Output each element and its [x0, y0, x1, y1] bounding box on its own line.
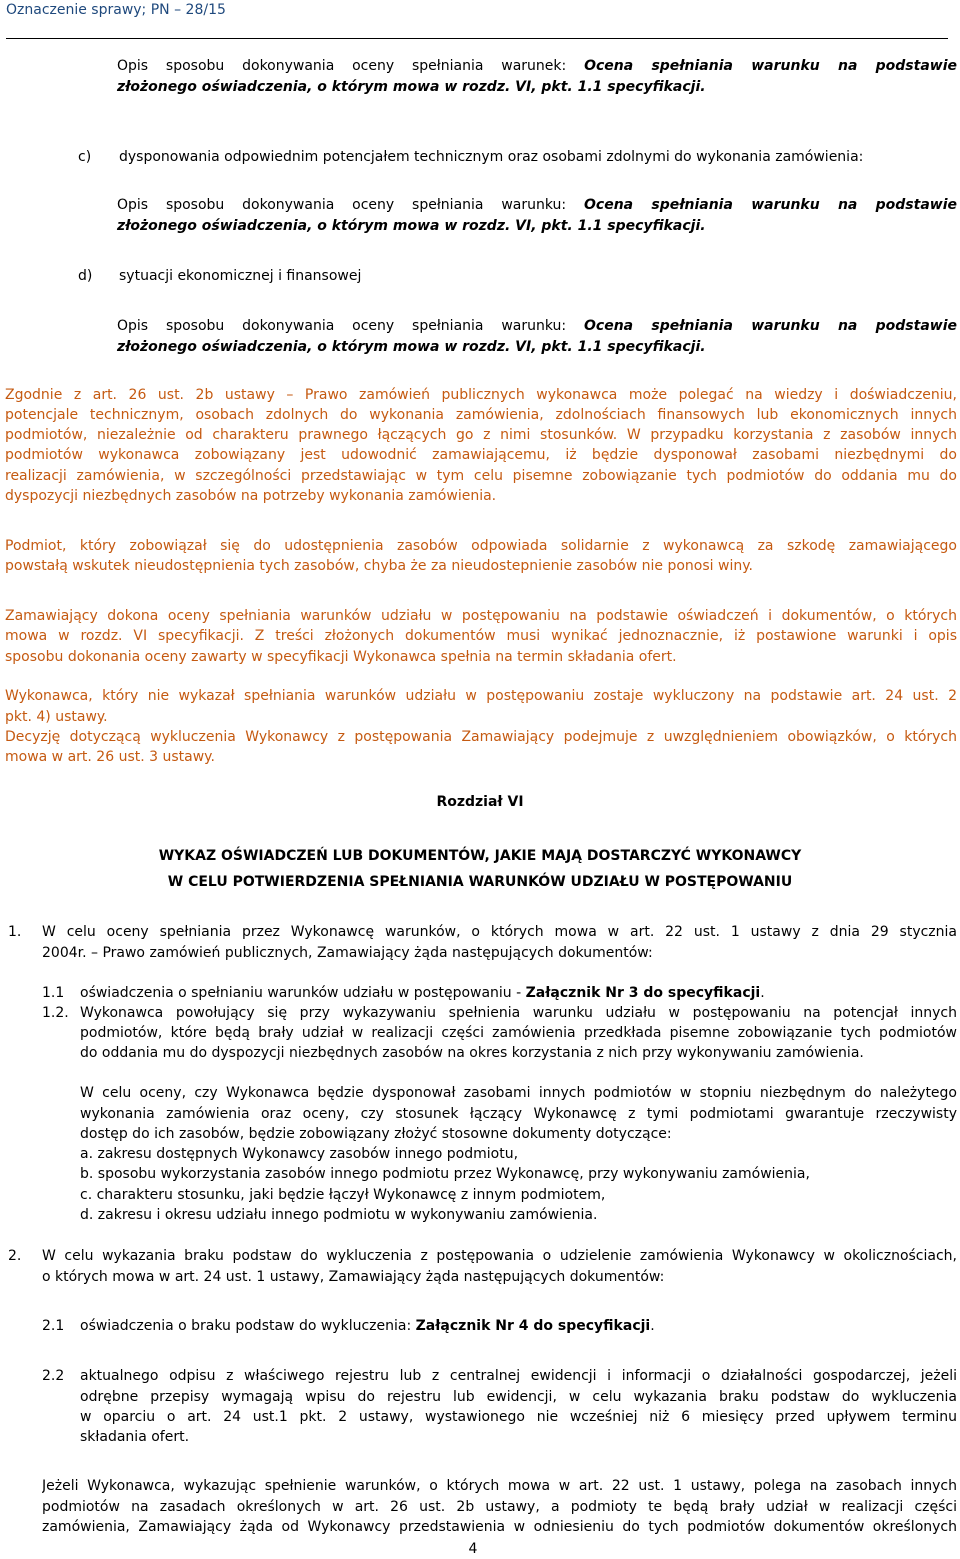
para-jezeli-line-2: podmiotów na zasadach określonych w art. 26 ust. 2b ustawy, a podmioty te będą brały udział w realizacji części — [42, 1499, 957, 1515]
item-2-2-line-2: odrębne przepisy wymagają wpisu do rejestru lub ewidencji, w celu wykazania braku podstaw do wykluczenia — [80, 1389, 957, 1405]
item-2-line-2: o których mowa w art. 24 ust. 1 ustawy, Zamawiający żąda następujących dokumentów: — [42, 1269, 665, 1285]
para-celu-line-2: wykonania zamówienia oraz oceny, czy stosunek łączący Wykonawcę z tymi podmiotami gwarantuje rzeczywisty — [80, 1106, 957, 1122]
list-marker-d: d) — [78, 268, 93, 284]
page-header-title: Oznaczenie sprawy; PN – 28/15 — [6, 2, 226, 18]
item-1-2-line-3: do oddania mu do dyspozycji niezbędnych zasobów na okres korzystania z nich przy wykonywaniu zamówienia. — [80, 1045, 864, 1061]
chapter-heading-line-1: WYKAZ OŚWIADCZEŃ LUB DOKUMENTÓW, JAKIE MAJĄ DOSTARCZYĆ WYKONAWCY — [158, 848, 802, 864]
para-zgodnie-line-6: dyspozycji niezbędnych zasobów na potrzeby wykonania zamówienia. — [5, 488, 497, 504]
para-celu-line-1: W celu oceny, czy Wykonawca będzie dysponował zasobami innych podmiotów w stopniu niezbędnym do należytego — [80, 1085, 957, 1101]
para-zamawiajacy-line-2: mowa w rozdz. VI specyfikacji. Z treści złożonych dokumentów musi wynikać jednoznacznie, iż postawione warunki i opis — [5, 628, 957, 644]
para-podmiot-line-1: Podmiot, który zobowiązał się do udostępnienia zasobów odpowiada solidarnie z wykonawcą za szkodę zamawiającego — [5, 538, 957, 554]
para-zgodnie-line-3: podmiotów, niezależnie od charakteru prawnego łączących go z nimi stosunków. W przypadku korzystania z zasobów innych — [5, 427, 957, 443]
para-jezeli-line-1: Jeżeli Wykonawca, wykazując spełnienie warunków, o których mowa w art. 22 ust. 1 ustawy, polega na zasobach innych — [42, 1478, 957, 1494]
para-zamawiajacy-line-1: Zamawiający dokona oceny spełniania warunków udziału w postępowaniu na podstawie oświadczeń i dokumentów, o których — [5, 608, 957, 624]
item-1-line-2: 2004r. – Prawo zamówień publicznych, Zamawiający żąda następujących dokumentów: — [42, 945, 653, 961]
item-1-line-1: W celu oceny spełniania przez Wykonawcę warunków, o których mowa w art. 22 ust. 1 ustawy z dnia 29 stycznia — [42, 924, 957, 940]
sublist-item-a: a. zakresu dostępnych Wykonawcy zasobów innego podmiotu, — [80, 1146, 519, 1162]
item-1-1-number: 1.1 — [42, 985, 65, 1001]
list-item-c-text: dysponowania odpowiednim potencjałem technicznym oraz osobami zdolnymi do wykonania zamówienia: — [119, 149, 864, 165]
list-marker-c: c) — [78, 149, 92, 165]
para-wykonawca-line-4: mowa w art. 26 ust. 3 ustawy. — [5, 749, 215, 765]
item-2-2-number: 2.2 — [42, 1368, 65, 1384]
sublist-item-b: b. sposobu wykorzystania zasobów innego podmiotu przez Wykonawcę, przy wykonywaniu zamówienia, — [80, 1166, 810, 1182]
header-rule — [6, 38, 948, 39]
para-wykonawca-line-3: Decyzję dotyczącą wykluczenia Wykonawcy z postępowania Zamawiający podejmuje z uwzględnieniem obowiązków, o których — [5, 729, 957, 745]
para-zamawiajacy-line-3: sposobu dokonania oceny zawarty w specyfikacji Wykonawca spełnia na termin składania ofert. — [5, 649, 677, 665]
opis-line-2: złożonego oświadczenia, o którym mowa w rozdz. VI, pkt. 1.1 specyfikacji. — [117, 79, 706, 95]
item-2-2-line-1: aktualnego odpisu z właściwego rejestru lub z centralnej ewidencji i informacji o działalności gospodarczej, jeżeli — [80, 1368, 957, 1384]
para-podmiot-line-2: powstałą wskutek nieudostępnienia tych zasobów, chyba że za nieudostepnienie zasobów nie ponosi winy. — [5, 558, 753, 574]
para-wykonawca-line-2: pkt. 4) ustawy. — [5, 709, 108, 725]
item-2-1-number: 2.1 — [42, 1318, 65, 1334]
item-2-line-1: W celu wykazania braku podstaw do wykluczenia z postępowania o udzielenie zamówienia Wykonawcy w okolicznościach, — [42, 1248, 957, 1264]
para-celu-line-3: dostęp do ich zasobów, będzie zobowiązany złożyć stosowne dokumenty dotyczące: — [80, 1126, 672, 1142]
para-wykonawca-line-1: Wykonawca, który nie wykazał spełniania warunków udziału w postępowaniu zostaje wykluczony na podstawie art. 24 ust. 2 — [5, 688, 957, 704]
item-2-2-line-3: w oparciu o art. 24 ust.1 pkt. 2 ustawy, wystawionego nie wcześniej niż 6 miesięcy przed upływem terminu — [80, 1409, 957, 1425]
item-1-2-number: 1.2. — [42, 1005, 69, 1021]
para-zgodnie-line-1: Zgodnie z art. 26 ust. 2b ustawy – Prawo zamówień publicznych wykonawca może polegać na wiedzy i doświadczeniu, — [5, 387, 957, 403]
item-2-number: 2. — [8, 1248, 22, 1264]
page-number: 4 — [468, 1541, 478, 1557]
item-1-2-line-1: Wykonawca powołujący się przy wykazywaniu spełnienia warunku udziału w postępowaniu na potencjał innych — [80, 1005, 957, 1021]
opis-line-5: Opis sposobu dokonywania oceny spełniania warunku: Ocena spełniania warunku na podstawie — [117, 318, 957, 334]
para-zgodnie-line-2: potencjale technicznym, osobach zdolnych do wykonania zamówienia, zdolnościach finansowych lub ekonomicznych innych — [5, 407, 957, 423]
chapter-heading-line-2: W CELU POTWIERDZENIA SPEŁNIANIA WARUNKÓW UDZIAŁU W POSTĘPOWANIU — [167, 874, 793, 890]
list-item-d-text: sytuacji ekonomicznej i finansowej — [119, 268, 362, 284]
para-zgodnie-line-5: realizacji zamówienia, w szczególności przedstawiając w tym celu pisemne zobowiązanie tych podmiotów do oddania mu do — [5, 468, 957, 484]
opis-line-6: złożonego oświadczenia, o którym mowa w rozdz. VI, pkt. 1.1 specyfikacji. — [117, 339, 706, 355]
item-2-1-text: oświadczenia o braku podstaw do wykluczenia: Załącznik Nr 4 do specyfikacji. — [80, 1318, 655, 1334]
chapter-title: Rozdział VI — [436, 794, 524, 810]
opis-line-3: Opis sposobu dokonywania oceny spełniania warunku: Ocena spełniania warunku na podstawie — [117, 197, 957, 213]
opis-line-1: Opis sposobu dokonywania oceny spełniania warunek: Ocena spełniania warunku na podstawie — [117, 58, 957, 74]
sublist-item-d: d. zakresu i okresu udziału innego podmiotu w wykonywaniu zamówienia. — [80, 1207, 598, 1223]
para-jezeli-line-3: zamówienia, Zamawiający żąda od Wykonawcy przedstawienia w odniesieniu do tych podmiotów dokumentów określonych — [42, 1519, 957, 1535]
sublist-item-c: c. charakteru stosunku, jaki będzie łączył Wykonawcę z innym podmiotem, — [80, 1187, 606, 1203]
opis-line-4: złożonego oświadczenia, o którym mowa w rozdz. VI, pkt. 1.1 specyfikacji. — [117, 218, 706, 234]
item-1-1-text: oświadczenia o spełnianiu warunków udziału w postępowaniu - Załącznik Nr 3 do specyfikacji. — [80, 985, 765, 1001]
item-1-number: 1. — [8, 924, 22, 940]
item-1-2-line-2: podmiotów, które będą brały udział w realizacji części zamówienia przedkłada pisemne zobowiązanie tych podmiotów — [80, 1025, 957, 1041]
para-zgodnie-line-4: podmiotów wykonawca zobowiązany jest udowodnić zamawiającemu, iż będzie dysponował zasobami niezbędnymi do — [5, 447, 957, 463]
item-2-2-line-4: składania ofert. — [80, 1429, 190, 1445]
